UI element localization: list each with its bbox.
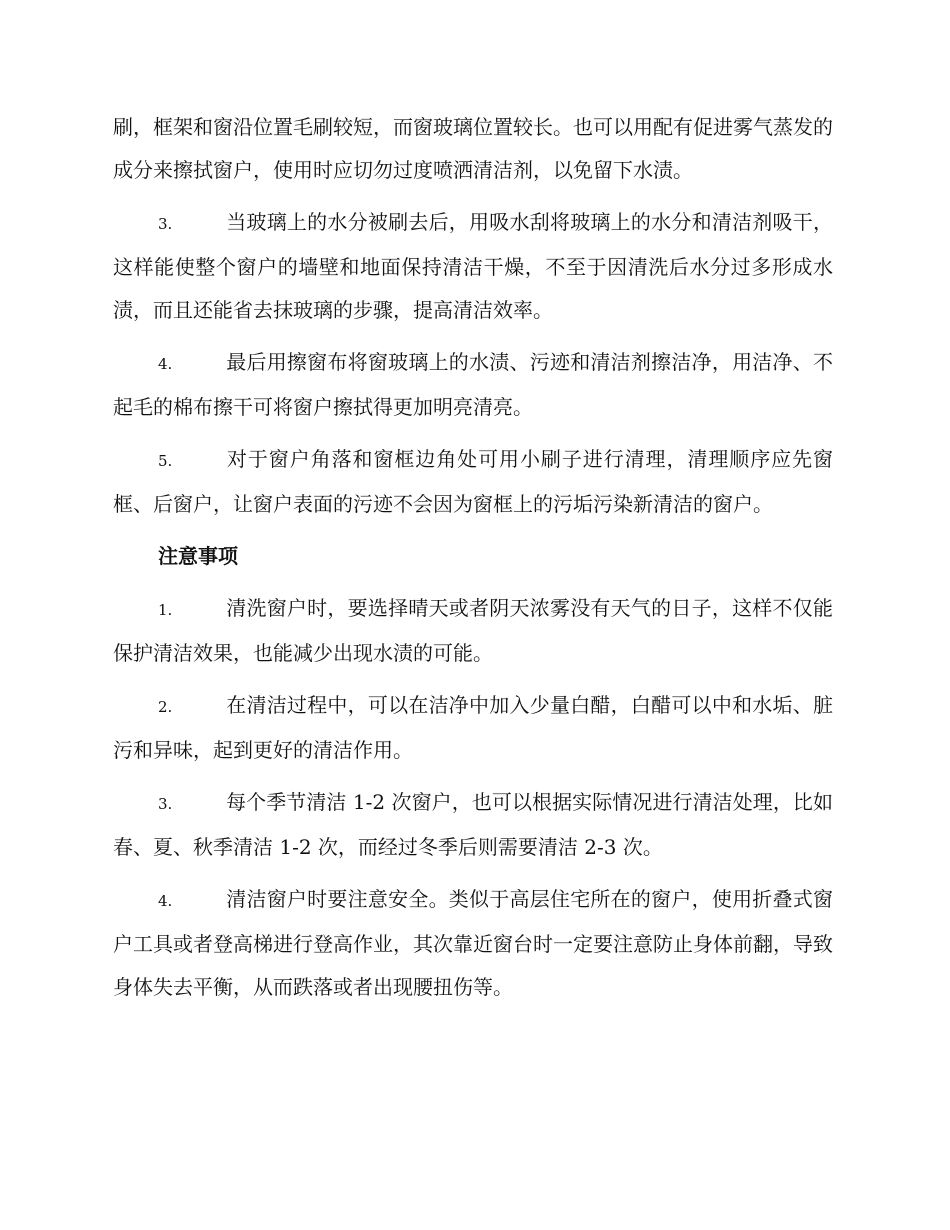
note-item	[113, 587, 833, 675]
step-number: 3.	[158, 215, 173, 233]
note-number: 3.	[158, 795, 173, 813]
note-number: 4.	[158, 892, 173, 910]
step-text: 最后用擦窗布将窗玻璃上的水渍、污迹和清洁剂擦洁净，用洁净、不起毛的棉布擦干可将窗户擦拭得更加明亮清亮。	[113, 350, 833, 419]
notes-heading: 注意事项	[158, 544, 238, 568]
step-item	[113, 201, 833, 332]
step-number: 5.	[158, 452, 173, 470]
step-item	[113, 341, 833, 429]
step-number: 4.	[158, 355, 173, 373]
step-text: 当玻璃上的水分被刷去后，用吸水刮将玻璃上的水分和清洁剂吸干，这样能使整个窗户的墙壁和地面保持清洁干燥，不至于因清洗后水分过多形成水渍，而且还能省去抹玻璃的步骤，提高清洁效率。	[113, 210, 833, 322]
note-text: 每个季节清洁 1-2 次窗户，也可以根据实际情况进行清洁处理，比如春、夏、秋季清洁 1-2 次，而经过冬季后则需要清洁 2-3 次。	[113, 790, 833, 859]
note-item	[113, 781, 833, 869]
note-item	[113, 878, 833, 1009]
intro-paragraph: 刷，框架和窗沿位置毛刷较短，而窗玻璃位置较长。也可以用配有促进雾气蒸发的成分来擦拭窗户，使用时应切勿过度喷洒清洁剂，以免留下水渍。	[113, 115, 833, 182]
step-item	[113, 438, 833, 526]
note-text: 清洁窗户时要注意安全。类似于高层住宅所在的窗户，使用折叠式窗户工具或者登高梯进行登高作业，其次靠近窗台时一定要注意防止身体前翻，导致身体失去平衡，从而跌落或者出现腰扭伤等。	[113, 887, 833, 999]
note-text: 清洗窗户时，要选择晴天或者阴天浓雾没有天气的日子，这样不仅能保护清洁效果，也能减少出现水渍的可能。	[113, 596, 833, 665]
step-text: 对于窗户角落和窗框边角处可用小刷子进行清理，清理顺序应先窗框、后窗户，让窗户表面的污迹不会因为窗框上的污垢污染新清洁的窗户。	[113, 447, 833, 516]
note-number: 1.	[158, 601, 173, 619]
document-page	[113, 106, 833, 1009]
note-text: 在清洁过程中，可以在洁净中加入少量白醋，白醋可以中和水垢、脏污和异味，起到更好的清洁作用。	[113, 693, 833, 762]
note-number: 2.	[158, 698, 173, 716]
note-item	[113, 684, 833, 772]
